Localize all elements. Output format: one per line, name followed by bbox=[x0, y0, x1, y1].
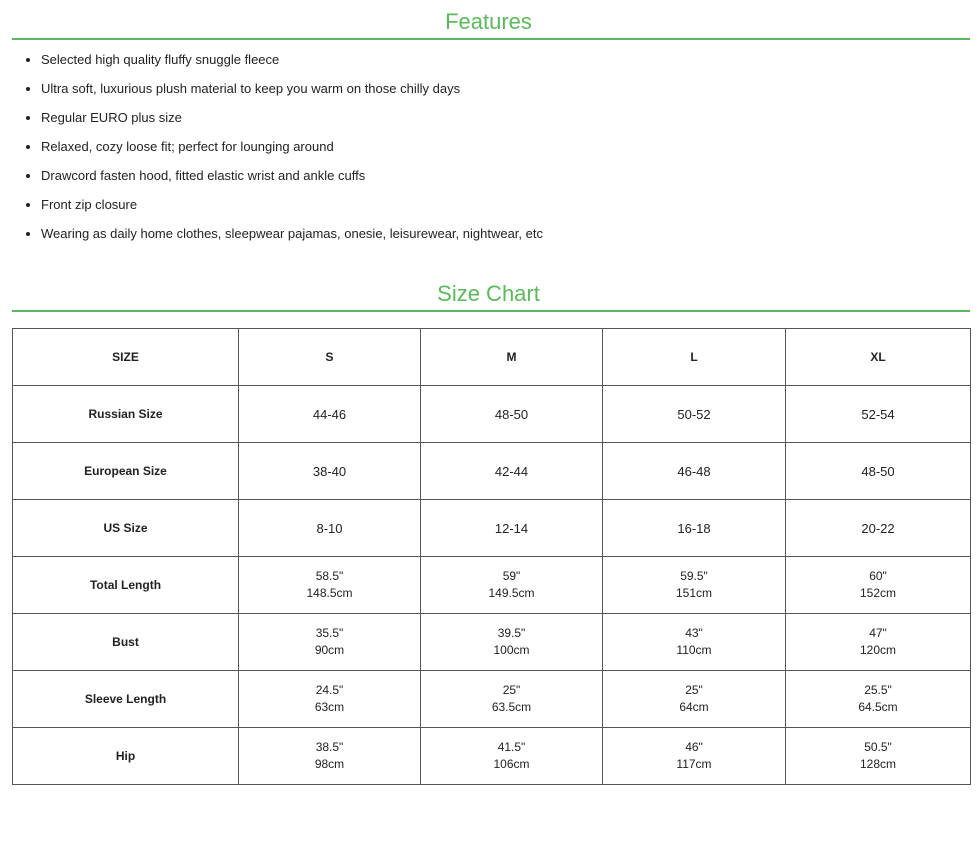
table-row bbox=[13, 557, 971, 614]
table-cell bbox=[239, 557, 421, 614]
value-cm: 148.5cm bbox=[306, 586, 353, 600]
table-row bbox=[13, 443, 971, 500]
table-cell bbox=[603, 557, 786, 614]
header-cell: SIZE bbox=[13, 329, 239, 386]
table-cell: 48-50 bbox=[421, 386, 603, 443]
row-label-cell: Hip bbox=[13, 728, 239, 785]
value-inches: 38.5" bbox=[315, 740, 344, 754]
row-label-cell: European Size bbox=[13, 443, 239, 500]
table-cell: 38-40 bbox=[239, 443, 421, 500]
value-inches: 58.5" bbox=[315, 569, 344, 583]
header-cell: S bbox=[239, 329, 421, 386]
feature-item: • Ultra soft, luxurious plush material to keep you warm on those chilly days bbox=[41, 81, 977, 97]
table-header-row bbox=[13, 329, 971, 386]
table-cell bbox=[239, 728, 421, 785]
feature-item: • Selected high quality fluffy snuggle fleece bbox=[41, 52, 977, 68]
table-cell bbox=[603, 728, 786, 785]
feature-item: • Regular EURO plus size bbox=[41, 110, 977, 126]
table-cell: 16-18 bbox=[603, 500, 786, 557]
table-cell bbox=[786, 728, 971, 785]
table-cell bbox=[786, 557, 971, 614]
header-cell: L bbox=[603, 329, 786, 386]
table-row bbox=[13, 500, 971, 557]
value-inches: 35.5" bbox=[315, 626, 344, 640]
value-inches: 25.5" bbox=[864, 683, 892, 697]
value-cm: 149.5cm bbox=[488, 586, 535, 600]
value-cm: 64cm bbox=[679, 700, 709, 714]
table-cell bbox=[421, 614, 603, 671]
table-row bbox=[13, 614, 971, 671]
value-cm: 128cm bbox=[859, 757, 897, 771]
table-cell bbox=[786, 671, 971, 728]
value-inches: 59.5" bbox=[680, 569, 708, 583]
row-label-cell: Bust bbox=[13, 614, 239, 671]
table-cell: 12-14 bbox=[421, 500, 603, 557]
value-cm: 63cm bbox=[314, 700, 345, 714]
feature-item: • Wearing as daily home clothes, sleepwear pajamas, onesie, leisurewear, nightwear, etc bbox=[41, 226, 977, 242]
value-cm: 64.5cm bbox=[858, 700, 898, 714]
table-cell: 52-54 bbox=[786, 386, 971, 443]
features-list bbox=[0, 52, 977, 242]
table-cell bbox=[239, 614, 421, 671]
table-cell bbox=[421, 671, 603, 728]
value-inches: 50.5" bbox=[864, 740, 892, 754]
value-inches: 43" bbox=[685, 626, 703, 640]
table-cell: 8-10 bbox=[239, 500, 421, 557]
value-inches: 25" bbox=[685, 683, 703, 697]
table-cell bbox=[239, 671, 421, 728]
value-cm: 152cm bbox=[859, 586, 897, 600]
size-chart-divider bbox=[12, 310, 970, 312]
size-chart-title: Size Chart bbox=[437, 281, 540, 306]
features-title: Features bbox=[445, 9, 532, 34]
table-row bbox=[13, 671, 971, 728]
table-cell: 50-52 bbox=[603, 386, 786, 443]
value-cm: 106cm bbox=[493, 757, 530, 771]
value-inches: 39.5" bbox=[497, 626, 526, 640]
value-cm: 98cm bbox=[314, 757, 345, 771]
table-cell: 48-50 bbox=[786, 443, 971, 500]
value-cm: 63.5cm bbox=[491, 700, 532, 714]
header-cell: M bbox=[421, 329, 603, 386]
value-cm: 90cm bbox=[314, 643, 345, 657]
table-cell bbox=[603, 614, 786, 671]
value-inches: 59" bbox=[502, 569, 521, 583]
feature-item: • Front zip closure bbox=[41, 197, 977, 213]
value-inches: 41.5" bbox=[497, 740, 526, 754]
row-label-cell: Total Length bbox=[13, 557, 239, 614]
feature-item: • Drawcord fasten hood, fitted elastic wrist and ankle cuffs bbox=[41, 168, 977, 184]
row-label-cell: Russian Size bbox=[13, 386, 239, 443]
feature-item: • Relaxed, cozy loose fit; perfect for lounging around bbox=[41, 139, 977, 155]
size-chart-table bbox=[12, 328, 971, 785]
table-cell: 44-46 bbox=[239, 386, 421, 443]
table-cell bbox=[786, 614, 971, 671]
table-cell: 42-44 bbox=[421, 443, 603, 500]
value-cm: 110cm bbox=[676, 643, 712, 657]
features-divider bbox=[12, 38, 970, 40]
value-cm: 151cm bbox=[675, 586, 713, 600]
row-label-cell: Sleeve Length bbox=[13, 671, 239, 728]
value-inches: 46" bbox=[685, 740, 703, 754]
value-cm: 100cm bbox=[493, 643, 530, 657]
value-inches: 60" bbox=[869, 569, 887, 583]
value-cm: 120cm bbox=[859, 643, 897, 657]
table-cell: 20-22 bbox=[786, 500, 971, 557]
table-cell: 46-48 bbox=[603, 443, 786, 500]
table-row bbox=[13, 386, 971, 443]
value-inches: 25" bbox=[502, 683, 521, 697]
table-cell bbox=[421, 728, 603, 785]
value-cm: 117cm bbox=[676, 757, 712, 771]
value-inches: 47" bbox=[869, 626, 887, 640]
header-cell: XL bbox=[786, 329, 971, 386]
row-label-cell: US Size bbox=[13, 500, 239, 557]
value-inches: 24.5" bbox=[315, 683, 344, 697]
table-cell bbox=[421, 557, 603, 614]
table-row bbox=[13, 728, 971, 785]
table-cell bbox=[603, 671, 786, 728]
